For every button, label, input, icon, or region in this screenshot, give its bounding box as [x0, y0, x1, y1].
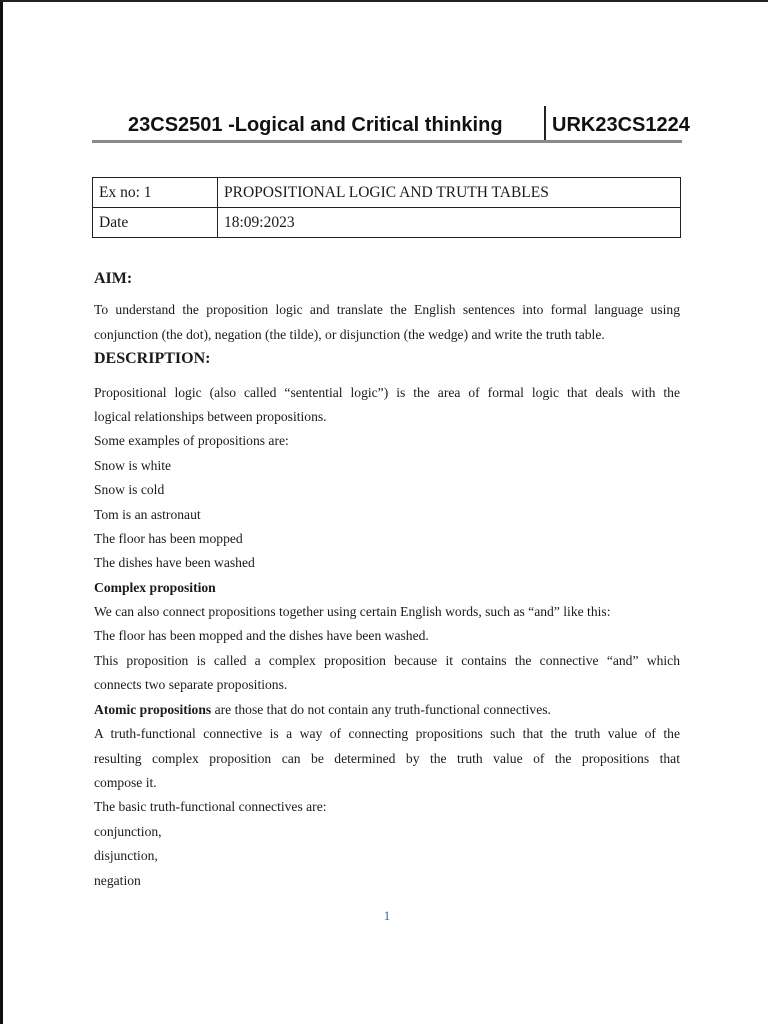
header-divider: [544, 106, 546, 142]
exercise-info-table: [92, 177, 681, 238]
connective-item: negation: [94, 873, 141, 888]
description-line: Some examples of propositions are:: [94, 433, 289, 448]
example-proposition: The dishes have been washed: [94, 555, 255, 570]
atomic-propositions-definition: are those that do not contain any truth-functional connectives.: [211, 702, 551, 717]
complex-line: This proposition is called a complex proposition because it contains the connective “and” which: [94, 653, 680, 668]
description-heading: DESCRIPTION:: [94, 350, 211, 367]
exercise-number-label: Ex no: 1: [93, 178, 218, 208]
aim-heading: AIM:: [94, 270, 133, 287]
aim-line: conjunction (the dot), negation (the tilde), or disjunction (the wedge) and write the truth table.: [94, 327, 605, 342]
complex-proposition-heading: Complex proposition: [94, 580, 216, 595]
complex-line: The floor has been mopped and the dishes have been washed.: [94, 628, 429, 643]
atomic-proposition-line: [94, 702, 680, 718]
date-value: 18:09:2023: [218, 208, 681, 238]
date-label: Date: [93, 208, 218, 238]
example-proposition: Snow is white: [94, 458, 172, 473]
header-underline: [92, 140, 682, 143]
description-line: logical relationships between propositions.: [94, 409, 327, 424]
page-left-edge: [0, 0, 3, 1024]
document-header: [92, 106, 690, 142]
table-row: [93, 178, 681, 208]
page-number: 1: [383, 908, 391, 923]
connective-line: The basic truth-functional connectives are:: [94, 799, 327, 814]
connective-item: disjunction,: [94, 848, 158, 863]
complex-line: connects two separate propositions.: [94, 677, 288, 692]
page-top-edge: [0, 0, 768, 2]
connective-line: A truth-functional connective is a way of connecting propositions such that the truth value of the: [94, 726, 680, 741]
table-row: [93, 208, 681, 238]
connective-line: compose it.: [94, 775, 157, 790]
aim-line: To understand the proposition logic and translate the English sentences into formal language using: [94, 302, 680, 317]
connective-item: conjunction,: [94, 824, 162, 839]
atomic-propositions-term: Atomic propositions: [94, 702, 212, 717]
description-line: Propositional logic (also called “sentential logic”) is the area of formal logic that deals with the: [94, 385, 680, 400]
complex-line: We can also connect propositions together using certain English words, such as “and” like this:: [94, 604, 611, 619]
register-number: URK23CS1224: [552, 114, 690, 136]
example-proposition: The floor has been mopped: [94, 531, 243, 546]
connective-line: resulting complex proposition can be determined by the truth value of the propositions that: [94, 751, 680, 766]
course-title: 23CS2501 -Logical and Critical thinking: [128, 114, 503, 136]
exercise-title: PROPOSITIONAL LOGIC AND TRUTH TABLES: [218, 178, 681, 208]
example-proposition: Tom is an astronaut: [94, 507, 201, 522]
example-proposition: Snow is cold: [94, 482, 165, 497]
